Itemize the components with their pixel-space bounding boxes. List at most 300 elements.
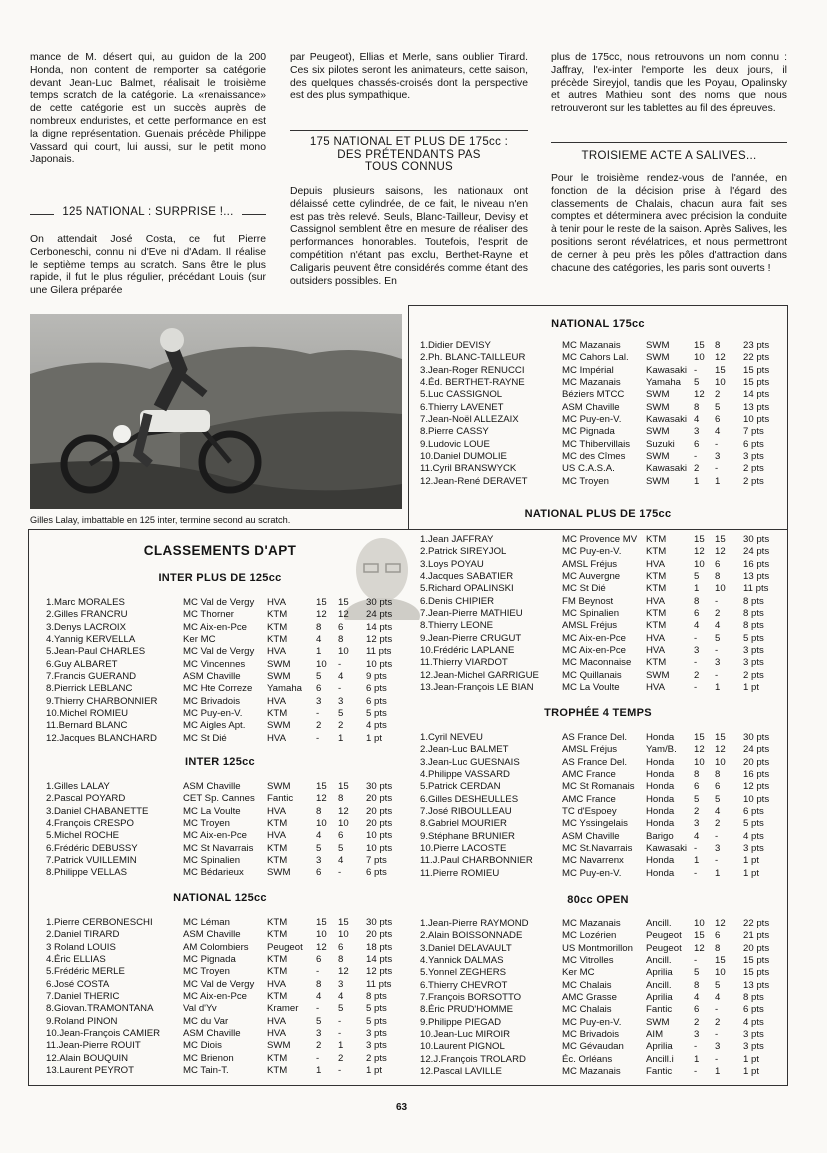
cell-day2: 4 [338, 671, 344, 683]
cell-rider: 11.Bernard BLANC [46, 720, 128, 732]
cell-day2: 5 [715, 979, 721, 991]
cell-make: SWM [646, 389, 670, 401]
cell-club: MC Bédarieux [183, 867, 244, 879]
frame-rule [787, 305, 788, 1085]
cell-day1: 2 [316, 720, 322, 732]
cell-rider: 3.Loys POYAU [420, 558, 484, 570]
cell-points: 24 pts [743, 744, 770, 756]
cell-points: 10 pts [366, 830, 393, 842]
cell-day1: 4 [694, 620, 700, 632]
cell-points: 4 pts [743, 1016, 764, 1028]
cell-day2: 4 [715, 992, 721, 1004]
cell-points: 1 pt [366, 732, 383, 744]
cell-rider: 9.Jean-Pierre CRUGUT [420, 632, 522, 644]
cell-points: 22 pts [743, 918, 770, 929]
cell-day2: - [338, 1015, 342, 1027]
cell-make: SWM [267, 671, 291, 683]
cell-rider: 2.Alain BOISSONNADE [420, 930, 523, 942]
cell-day1: 12 [694, 546, 705, 558]
cell-rider: 11.Cyril BRANSWYCK [420, 463, 517, 475]
article-paragraph: plus de 175cc, nous retrouvons un nom connu : Jaffray, l'ex-inter l'emporte les deux jours, il précède Sireyjol, tandis que les Poyau, Opalinsky et autres Mathieu sont des noms que nous retrouveront sur les tablettes au fil des épreuves. [551, 52, 787, 115]
cell-club: MC Puy-en-V. [183, 708, 243, 720]
table-row [46, 806, 396, 818]
cell-points: 2 pts [743, 463, 764, 475]
cell-day2: 1 [338, 732, 344, 744]
cell-day2: - [338, 867, 342, 879]
cell-make: KTM [646, 620, 667, 632]
cell-day2: 1 [338, 1040, 344, 1052]
cell-day1: - [694, 843, 698, 855]
cell-club: MC Mazanais [562, 918, 621, 929]
cell-points: 4 pts [366, 720, 387, 732]
table-row [420, 955, 780, 967]
cell-club: MC Auvergne [562, 571, 621, 583]
cell-day2: 2 [338, 1052, 344, 1064]
cell-rider: 6.José COSTA [46, 978, 110, 990]
cell-make: KTM [646, 571, 667, 583]
table-row [46, 1016, 396, 1028]
cell-day1: 4 [694, 992, 700, 1004]
cell-make: SWM [646, 426, 670, 438]
cell-make: Honda [646, 806, 675, 818]
cell-points: 8 pts [743, 992, 764, 1004]
cell-rider: 3.Daniel CHABANETTE [46, 805, 149, 817]
cell-day2: 8 [715, 769, 721, 781]
cell-points: 13 pts [743, 401, 770, 413]
cell-make: Ancill. [646, 955, 672, 967]
table-row [46, 1053, 396, 1065]
cell-day1: 6 [694, 781, 700, 793]
cell-day2: 10 [715, 967, 726, 979]
cell-day2: - [715, 669, 719, 681]
cell-points: 18 pts [366, 941, 393, 953]
table-row [46, 1065, 396, 1077]
cell-club: AMC Grasse [562, 992, 617, 1004]
cell-club: MC St Romanais [562, 781, 635, 793]
cell-points: 24 pts [366, 609, 393, 621]
cell-day2: 4 [338, 991, 344, 1003]
cell-rider: 1.Jean JAFFRAY [420, 534, 494, 545]
cell-club: Éc. Orléans [562, 1053, 613, 1065]
table-row [46, 696, 396, 708]
cell-points: 7 pts [743, 426, 764, 438]
cell-make: KTM [267, 1052, 288, 1064]
rider-illustration [30, 314, 402, 509]
cell-rider: 5.Luc CASSIGNOL [420, 389, 503, 401]
cell-club: MC Puy-en-V. [562, 1016, 622, 1028]
cell-day1: - [316, 1003, 320, 1015]
table-title-80cc-open: 80cc OPEN [567, 894, 629, 906]
cell-day1: 6 [694, 608, 700, 620]
cell-rider: 3 Roland LOUIS [46, 941, 116, 953]
cell-rider: 5.Patrick CERDAN [420, 781, 501, 793]
cell-day1: 4 [694, 830, 700, 842]
cell-day2: - [338, 658, 342, 670]
table-row [46, 942, 396, 954]
cell-make: Ancill. [646, 918, 672, 929]
cell-points: 6 pts [366, 695, 387, 707]
cell-points: 6 pts [743, 1004, 764, 1016]
cell-day2: 1 [715, 867, 721, 879]
cell-rider: 4.Éd. BERTHET-RAYNE [420, 377, 525, 389]
cell-points: 1 pt [743, 867, 760, 879]
cell-day1: 12 [316, 793, 327, 805]
cell-club: Ker MC [183, 634, 216, 646]
cell-day2: 15 [715, 364, 726, 376]
table-row [420, 426, 780, 438]
cell-make: SWM [646, 669, 670, 681]
cell-rider: 3.Jean-Luc GUESNAIS [420, 756, 520, 768]
classements-title: CLASSEMENTS D'APT [143, 543, 297, 558]
cell-rider: 13.Jean-François LE BIAN [420, 682, 534, 694]
cell-club: ASM Chaville [183, 1028, 241, 1040]
cell-club: MC Val de Vergy [183, 597, 255, 608]
cell-points: 3 pts [743, 843, 764, 855]
cell-day1: 8 [694, 769, 700, 781]
cell-day1: 3 [694, 645, 700, 657]
cell-make: KTM [267, 966, 288, 978]
table-row [420, 546, 780, 558]
cell-points: 22 pts [743, 352, 770, 364]
cell-rider: 1.Gilles LALAY [46, 781, 110, 792]
cell-make: Honda [646, 756, 675, 768]
cell-day1: 15 [316, 597, 327, 608]
article-section-salives [551, 173, 787, 275]
table-row [420, 744, 780, 756]
cell-day1: 4 [316, 991, 322, 1003]
table-row [420, 645, 780, 657]
cell-day1: 2 [694, 806, 700, 818]
cell-points: 1 pt [743, 682, 760, 694]
table-row [46, 1003, 396, 1015]
table-row [46, 646, 396, 658]
cell-club: MC Mazanais [562, 340, 621, 351]
cell-rider: 3.Daniel DELAVAULT [420, 942, 512, 954]
cell-day2: 2 [338, 720, 344, 732]
cell-day1: - [694, 451, 698, 463]
cell-club: MC Troyen [562, 475, 609, 487]
cell-rider: 13.Laurent PEYROT [46, 1065, 134, 1077]
cell-day1: - [694, 632, 698, 644]
cell-make: HVA [267, 805, 287, 817]
cell-rider: 5.Yonnel ZEGHERS [420, 967, 507, 979]
cell-points: 10 pts [366, 658, 393, 670]
cell-club: US C.A.S.A. [562, 463, 615, 475]
cell-rider: 10.Pierre LACOSTE [420, 843, 507, 855]
table-row [46, 855, 396, 867]
cell-day2: 1 [715, 475, 721, 487]
cell-club: MC Troyen [183, 818, 230, 830]
cell-make: Aprilia [646, 967, 673, 979]
cell-day2: 15 [715, 732, 726, 743]
cell-club: MC Spinalien [562, 608, 620, 620]
cell-club: MC Puy-en-V. [562, 414, 622, 426]
cell-day2: 10 [715, 583, 726, 595]
motocross-photo [30, 314, 402, 509]
cell-day1: 10 [316, 818, 327, 830]
table-row [46, 708, 396, 720]
cell-make: HVA [267, 732, 287, 744]
table-row [420, 732, 780, 744]
cell-make: Fantic [646, 1066, 673, 1078]
cell-make: Peugeot [646, 930, 682, 942]
cell-day2: 12 [338, 966, 349, 978]
table-row [420, 608, 780, 620]
cell-club: MC Val de Vergy [183, 646, 255, 658]
cell-rider: 4.Philippe VASSARD [420, 769, 510, 781]
cell-day2: - [715, 1029, 719, 1041]
cell-make: Yamaha [646, 377, 682, 389]
cell-make: KTM [646, 608, 667, 620]
cell-day1: 10 [694, 352, 705, 364]
table-row [420, 682, 780, 694]
results-table-inter-plus [46, 597, 396, 745]
table-row [46, 733, 396, 745]
cell-points: 12 pts [743, 781, 770, 793]
cell-rider: 12.Jean-René DERAVET [420, 475, 528, 487]
cell-club: AS France Del. [562, 732, 628, 743]
table-row [420, 559, 780, 571]
cell-make: KTM [267, 1065, 288, 1077]
cell-day1: 10 [694, 918, 705, 929]
cell-day1: 10 [316, 929, 327, 941]
cell-points: 30 pts [743, 534, 770, 545]
table-row [46, 867, 396, 879]
cell-make: AIM [646, 1029, 664, 1041]
cell-day1: 3 [316, 695, 322, 707]
table-row [420, 583, 780, 595]
cell-club: ASM Chaville [183, 781, 241, 792]
cell-day2: 12 [338, 609, 349, 621]
cell-day1: 12 [316, 609, 327, 621]
cell-day2: 2 [715, 389, 721, 401]
cell-make: KTM [267, 929, 288, 941]
cell-points: 1 pt [366, 1065, 383, 1077]
table-row [46, 720, 396, 732]
table-row [420, 855, 780, 867]
cell-day1: 1 [694, 855, 700, 867]
table-row [46, 830, 396, 842]
cell-points: 10 pts [743, 414, 770, 426]
cell-day1: - [694, 1066, 698, 1078]
cell-day1: 8 [694, 401, 700, 413]
cell-day2: 8 [715, 942, 721, 954]
frame-rule [408, 305, 788, 306]
cell-make: KTM [267, 634, 288, 646]
cell-club: MC Navarrenx [562, 855, 624, 867]
cell-day1: 3 [694, 818, 700, 830]
cell-club: MC Aix-en-Pce [183, 991, 247, 1003]
cell-club: AMC France [562, 793, 616, 805]
cell-day2: - [338, 1065, 342, 1077]
cell-make: KTM [267, 708, 288, 720]
cell-make: Honda [646, 793, 675, 805]
cell-make: Aprilia [646, 992, 673, 1004]
cell-points: 3 pts [743, 657, 764, 669]
cell-day2: 12 [715, 744, 726, 756]
table-row [420, 967, 780, 979]
article-paragraph: mance de M. désert qui, au guidon de la 200 Honda, non content de remporter sa catégorie devant Jean-Luc Balmet, réalisait le troisième temps scratch de la catégorie. La «renaissance» de cette catégorie est un succès auprès de nombreux enduristes, et cette performance en est la digne représentation. Guenais précède Philippe Vassard qui court, lui aussi, sur le petit mono Japonais. [30, 52, 266, 166]
cell-day2: 10 [715, 377, 726, 389]
cell-points: 8 pts [743, 595, 764, 607]
cell-day2: 6 [715, 930, 721, 942]
cell-club: AS France Del. [562, 756, 628, 768]
cell-club: MC Pignada [562, 426, 615, 438]
table-title-inter-125: INTER 125cc [185, 756, 255, 768]
cell-points: 8 pts [366, 991, 387, 1003]
cell-points: 8 pts [743, 620, 764, 632]
cell-club: MC Thibervillais [562, 438, 631, 450]
cell-points: 21 pts [743, 930, 770, 942]
cell-make: SWM [646, 475, 670, 487]
cell-make: SWM [646, 451, 670, 463]
table-row [420, 781, 780, 793]
cell-points: 30 pts [366, 597, 393, 608]
cell-club: MC des Cîmes [562, 451, 626, 463]
cell-rider: 9.Thierry CHARBONNIER [46, 695, 158, 707]
cell-day1: 3 [316, 855, 322, 867]
article-paragraph: On attendait José Costa, ce fut Pierre Cerboneschi, connu ni d'Eve ni d'Adam. Il réalise le septième temps au scratch. Sans être le plus rapide, il fut le plus régulier, précédant Louis (sur une Gilera préparée [30, 234, 266, 297]
cell-make: HVA [267, 646, 287, 658]
cell-make: Kawasaki [646, 843, 688, 855]
cell-rider: 4.Yannig KERVELLA [46, 634, 136, 646]
cell-day2: - [715, 438, 719, 450]
cell-club: MC Vincennes [183, 658, 246, 670]
table-row [420, 794, 780, 806]
frame-rule [28, 1085, 788, 1086]
cell-rider: 12.Jacques BLANCHARD [46, 732, 157, 744]
cell-day2: 10 [338, 646, 349, 658]
cell-points: 1 pt [743, 1053, 760, 1065]
cell-day2: - [715, 830, 719, 842]
cell-points: 20 pts [743, 942, 770, 954]
table-row [420, 534, 780, 546]
cell-rider: 9.Roland PINON [46, 1015, 118, 1027]
cell-rider: 12.Jean-Michel GARRIGUE [420, 669, 539, 681]
cell-points: 11 pts [743, 583, 769, 595]
cell-rider: 8.Gabriel MOURIER [420, 818, 507, 830]
cell-day2: - [338, 1028, 342, 1040]
cell-club: ASM Chaville [562, 401, 620, 413]
section-heading-125-national: 125 NATIONAL : SURPRISE !... [30, 206, 266, 218]
cell-club: ASM Chaville [183, 929, 241, 941]
cell-club: MC Puy-en-V. [562, 867, 622, 879]
article-column-1 [30, 52, 266, 167]
table-row [46, 671, 396, 683]
cell-club: MC Pignada [183, 954, 236, 966]
table-row [420, 843, 780, 855]
cell-rider: 5.Richard OPALINSKI [420, 583, 514, 595]
cell-make: HVA [646, 682, 666, 694]
cell-points: 4 pts [743, 830, 764, 842]
cell-rider: 4.François CRESPO [46, 818, 134, 830]
table-row [46, 609, 396, 621]
cell-make: Peugeot [646, 942, 682, 954]
cell-day2: - [715, 463, 719, 475]
cell-club: MC Maconnaise [562, 657, 632, 669]
cell-points: 14 pts [743, 389, 770, 401]
cell-day1: 2 [694, 463, 700, 475]
cell-points: 20 pts [366, 793, 393, 805]
cell-day1: 1 [694, 1053, 700, 1065]
table-row [46, 683, 396, 695]
cell-day1: 4 [694, 414, 700, 426]
cell-day1: 10 [694, 558, 705, 570]
article-column-2 [290, 52, 528, 103]
cell-make: KTM [267, 855, 288, 867]
cell-day2: 8 [715, 340, 721, 351]
cell-day2: - [715, 595, 719, 607]
cell-points: 3 pts [743, 451, 764, 463]
cell-club: MC Thorner [183, 609, 235, 621]
cell-points: 15 pts [743, 955, 770, 967]
cell-day2: 2 [715, 818, 721, 830]
table-row [46, 818, 396, 830]
cell-make: KTM [646, 546, 667, 558]
cell-club: MC Puy-en-V. [562, 546, 622, 558]
cell-make: HVA [267, 1028, 287, 1040]
cell-day1: 12 [316, 941, 327, 953]
cell-rider: 7.François BORSOTTO [420, 992, 522, 1004]
cell-points: 14 pts [366, 954, 393, 966]
cell-club: MC Chalais [562, 1004, 612, 1016]
cell-club: AMSL Fréjus [562, 620, 618, 632]
cell-day2: 3 [715, 657, 721, 669]
table-row [420, 402, 780, 414]
cell-points: 12 pts [366, 966, 393, 978]
article-paragraph: par Peugeot), Ellias et Merle, sans oublier Tirard. Ces six pilotes seront les animateurs, cette saison, des quelques chassés-croisés dont la perspective est des plus sympathique. [290, 52, 528, 102]
cell-points: 5 pts [366, 1003, 387, 1015]
cell-club: MC Spinalien [183, 855, 241, 867]
cell-day2: 15 [338, 597, 349, 608]
table-row [46, 991, 396, 1003]
table-title-national-125: NATIONAL 125cc [173, 892, 267, 904]
cell-club: MC St.Navarrais [562, 843, 633, 855]
cell-day1: 6 [694, 1004, 700, 1016]
cell-day2: 1 [715, 1066, 721, 1078]
cell-club: MC St Navarrais [183, 842, 254, 854]
cell-club: MC Gévaudan [562, 1041, 624, 1053]
cell-club: MC La Voulte [562, 682, 620, 694]
cell-rider: 8.Éric PRUD'HOMME [420, 1004, 513, 1016]
cell-club: AMSL Fréjus [562, 558, 618, 570]
cell-rider: 6.Frédéric DEBUSSY [46, 842, 138, 854]
table-row [420, 806, 780, 818]
cell-points: 15 pts [743, 967, 770, 979]
cell-club: MC Yssingelais [562, 818, 628, 830]
table-row [420, 670, 780, 682]
cell-club: MC Quillanais [562, 669, 622, 681]
cell-make: Ancill. [646, 979, 672, 991]
cell-club: MC La Voulte [183, 805, 241, 817]
cell-day2: 4 [715, 426, 721, 438]
cell-points: 16 pts [743, 769, 770, 781]
cell-points: 16 pts [743, 558, 770, 570]
cell-day1: 15 [694, 340, 705, 351]
cell-day2: - [715, 855, 719, 867]
cell-rider: 2.Gilles FRANCRU [46, 609, 128, 621]
cell-day1: 1 [694, 475, 700, 487]
cell-day1: 1 [694, 583, 700, 595]
cell-points: 3 pts [743, 1041, 764, 1053]
cell-make: HVA [646, 558, 666, 570]
cell-club: MC Léman [183, 917, 230, 928]
cell-make: SWM [646, 1016, 670, 1028]
cell-points: 5 pts [743, 632, 764, 644]
cell-rider: 7.Patrick VUILLEMIN [46, 855, 137, 867]
cell-rider: 8.Giovan.TRAMONTANA [46, 1003, 154, 1015]
cell-make: HVA [267, 695, 287, 707]
